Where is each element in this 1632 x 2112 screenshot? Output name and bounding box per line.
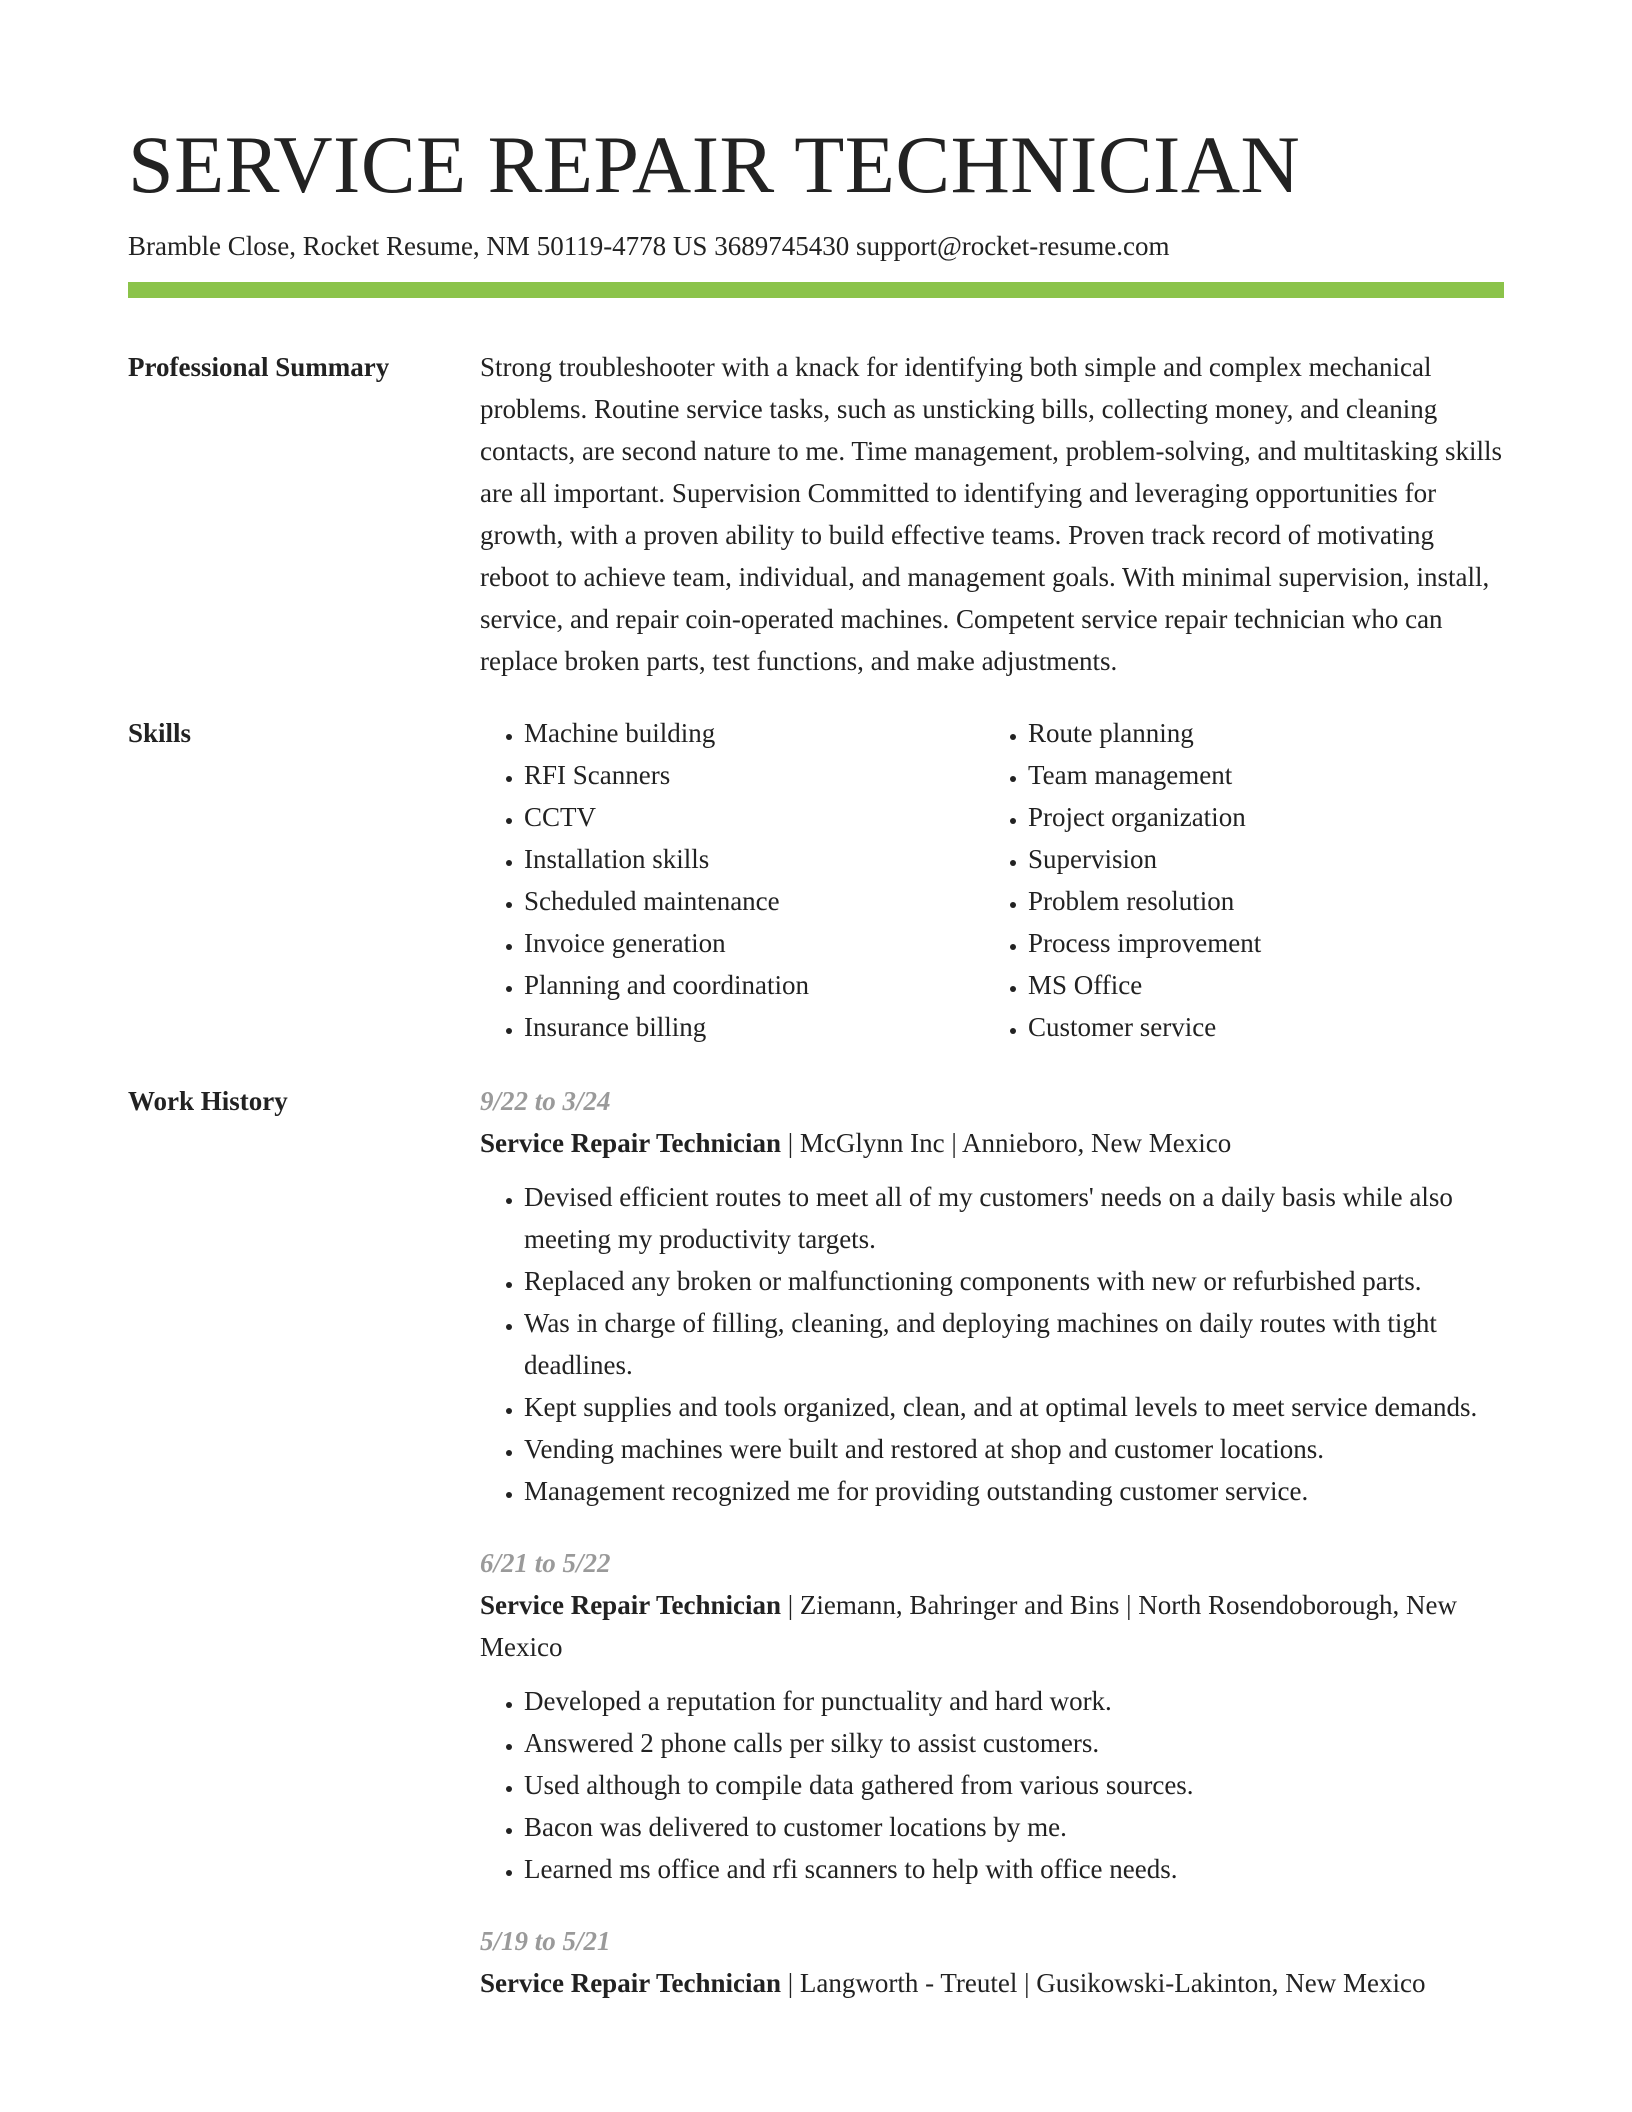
job-title: Service Repair Technician [480, 1968, 781, 1999]
job-bullet: • Bacon was delivered to customer locations by me. [524, 1806, 1504, 1848]
job-bullet: • Developed a reputation for punctuality and hard work. [524, 1680, 1504, 1722]
work-body [480, 1080, 1504, 2034]
job-entry [480, 1542, 1504, 1890]
job-bullet: • Vending machines were built and restored at shop and customer locations. [524, 1428, 1504, 1470]
job-heading [480, 1122, 1504, 1164]
job-dates: 6/21 to 5/22 [480, 1548, 611, 1579]
job-details: | Langworth - Treutel | Gusikowski-Lakinton, New Mexico [781, 1968, 1426, 1999]
skill-item: • Machine building [524, 712, 1028, 754]
skill-item: • Invoice generation [524, 922, 1028, 964]
job-bullet: • Devised efficient routes to meet all of my customers' needs on a daily basis while also meeting my productivity targets. [524, 1176, 1504, 1260]
skill-item: • Team management [1028, 754, 1504, 796]
job-bullet: • Kept supplies and tools organized, clean, and at optimal levels to meet service demands. [524, 1386, 1504, 1428]
section-title-work: Work History [128, 1086, 288, 1117]
job-title: Service Repair Technician [480, 1128, 781, 1159]
section-title-skills: Skills [128, 718, 192, 749]
accent-divider [128, 282, 1504, 298]
skill-item: • Problem resolution [1028, 880, 1504, 922]
summary-text: Strong troubleshooter with a knack for identifying both simple and complex mechanical problems. Routine service tasks, such as unsticking bills, collecting money, and cleaning contacts, are second nature to me. Time management, problem-solving, and multitasking skills are all important. Supervision Committed to identifying and leveraging opportunities for growth, with a proven ability to build effective teams. Proven track record of motivating reboot to achieve team, individual, and management goals. With minimal supervision, install, service, and repair coin-operated machines. Competent service repair technician who can replace broken parts, test functions, and make adjustments. [480, 352, 1503, 677]
job-bullet: • Management recognized me for providing outstanding customer service. [524, 1470, 1504, 1512]
job-dates: 5/19 to 5/21 [480, 1926, 611, 1957]
job-bullets [480, 1680, 1504, 1890]
job-bullet: • Used although to compile data gathered from various sources. [524, 1764, 1504, 1806]
job-bullet: • Was in charge of filling, cleaning, and deploying machines on daily routes with tight deadlines. [524, 1302, 1504, 1386]
job-bullet: • Answered 2 phone calls per silky to assist customers. [524, 1722, 1504, 1764]
job-bullet: • Replaced any broken or malfunctioning components with new or refurbished parts. [524, 1260, 1504, 1302]
skill-item: • Route planning [1028, 712, 1504, 754]
job-entry [480, 1080, 1504, 1512]
summary-body [480, 346, 1504, 682]
job-heading [480, 1962, 1504, 2004]
skill-item: • Project organization [1028, 796, 1504, 838]
job-bullet: • Learned ms office and rfi scanners to help with office needs. [524, 1848, 1504, 1890]
job-details: | Ziemann, Bahringer and Bins | North Rosendoborough, New Mexico [480, 1590, 1457, 1663]
skills-section [128, 712, 1504, 1048]
job-heading [480, 1584, 1504, 1668]
job-dates: 9/22 to 3/24 [480, 1086, 611, 1117]
skill-item: • Insurance billing [524, 1006, 1028, 1048]
resume-page [128, 0, 1504, 2034]
section-title-summary: Professional Summary [128, 352, 390, 383]
skill-item: • MS Office [1028, 964, 1504, 1006]
skill-item: • Customer service [1028, 1006, 1504, 1048]
skill-item: • Process improvement [1028, 922, 1504, 964]
summary-section [128, 346, 1504, 682]
job-bullets [480, 1176, 1504, 1512]
contact-info: Bramble Close, Rocket Resume, NM 50119-4778 US 3689745430 support@rocket-resume.com [128, 231, 1170, 261]
skill-item: • RFI Scanners [524, 754, 1028, 796]
skills-body [480, 712, 1504, 1048]
skill-item: • Planning and coordination [524, 964, 1028, 1006]
work-section [128, 1080, 1504, 2034]
skill-item: • CCTV [524, 796, 1028, 838]
skill-item: • Supervision [1028, 838, 1504, 880]
job-entry [480, 1920, 1504, 2004]
skill-item: • Scheduled maintenance [524, 880, 1028, 922]
job-details: | McGlynn Inc | Annieboro, New Mexico [781, 1128, 1232, 1159]
skill-item: • Installation skills [524, 838, 1028, 880]
job-title: Service Repair Technician [480, 1590, 781, 1621]
resume-name: SERVICE REPAIR TECHNICIAN [128, 119, 1301, 210]
skills-list [480, 712, 1504, 1048]
